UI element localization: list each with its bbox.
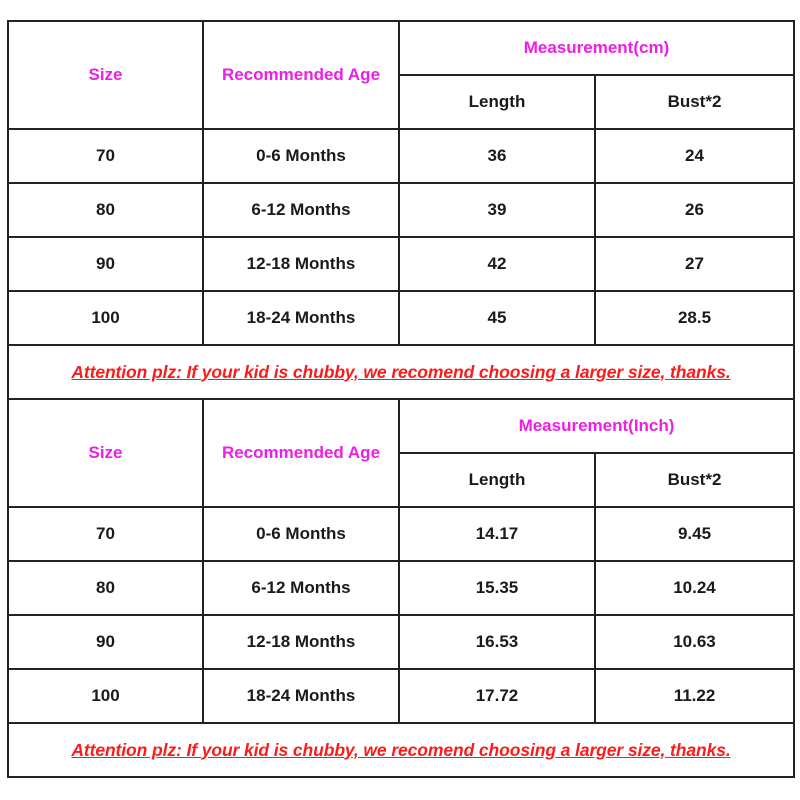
attention-note: Attention plz: If your kid is chubby, we recomend choosing a larger size, thanks.	[8, 345, 794, 399]
length-cell: 15.35	[399, 561, 595, 615]
measurement-header: Measurement(Inch)	[399, 399, 794, 453]
table-row	[8, 615, 794, 669]
age-cell: 18-24 Months	[203, 669, 399, 723]
age-cell: 0-6 Months	[203, 507, 399, 561]
length-cell: 17.72	[399, 669, 595, 723]
header-row	[8, 399, 794, 453]
age-cell: 6-12 Months	[203, 561, 399, 615]
bust-header: Bust*2	[595, 453, 794, 507]
age-cell: 18-24 Months	[203, 291, 399, 345]
age-cell: 12-18 Months	[203, 237, 399, 291]
age-cell: 6-12 Months	[203, 183, 399, 237]
bust-cell: 10.24	[595, 561, 794, 615]
size-cell: 70	[8, 129, 203, 183]
size-cell: 80	[8, 183, 203, 237]
bust-cell: 26	[595, 183, 794, 237]
size-header: Size	[8, 21, 203, 129]
table-row	[8, 129, 794, 183]
length-cell: 14.17	[399, 507, 595, 561]
bust-cell: 9.45	[595, 507, 794, 561]
length-cell: 39	[399, 183, 595, 237]
table-row	[8, 183, 794, 237]
table-row	[8, 507, 794, 561]
table-row	[8, 669, 794, 723]
age-cell: 0-6 Months	[203, 129, 399, 183]
size-chart	[7, 20, 793, 778]
attention-note: Attention plz: If your kid is chubby, we recomend choosing a larger size, thanks.	[8, 723, 794, 777]
size-cell: 100	[8, 291, 203, 345]
recommended-age-header: Recommended Age	[203, 21, 399, 129]
note-row	[8, 345, 794, 399]
bust-cell: 28.5	[595, 291, 794, 345]
header-row	[8, 21, 794, 75]
bust-cell: 24	[595, 129, 794, 183]
size-header: Size	[8, 399, 203, 507]
length-cell: 42	[399, 237, 595, 291]
size-cell: 80	[8, 561, 203, 615]
size-cell: 100	[8, 669, 203, 723]
note-row	[8, 723, 794, 777]
age-cell: 12-18 Months	[203, 615, 399, 669]
size-chart-table	[7, 20, 795, 778]
size-cell: 70	[8, 507, 203, 561]
table-row	[8, 291, 794, 345]
length-cell: 16.53	[399, 615, 595, 669]
measurement-header: Measurement(cm)	[399, 21, 794, 75]
length-header: Length	[399, 75, 595, 129]
recommended-age-header: Recommended Age	[203, 399, 399, 507]
size-cell: 90	[8, 615, 203, 669]
size-cell: 90	[8, 237, 203, 291]
length-cell: 45	[399, 291, 595, 345]
bust-header: Bust*2	[595, 75, 794, 129]
length-header: Length	[399, 453, 595, 507]
table-row	[8, 237, 794, 291]
table-row	[8, 561, 794, 615]
bust-cell: 10.63	[595, 615, 794, 669]
bust-cell: 27	[595, 237, 794, 291]
length-cell: 36	[399, 129, 595, 183]
bust-cell: 11.22	[595, 669, 794, 723]
